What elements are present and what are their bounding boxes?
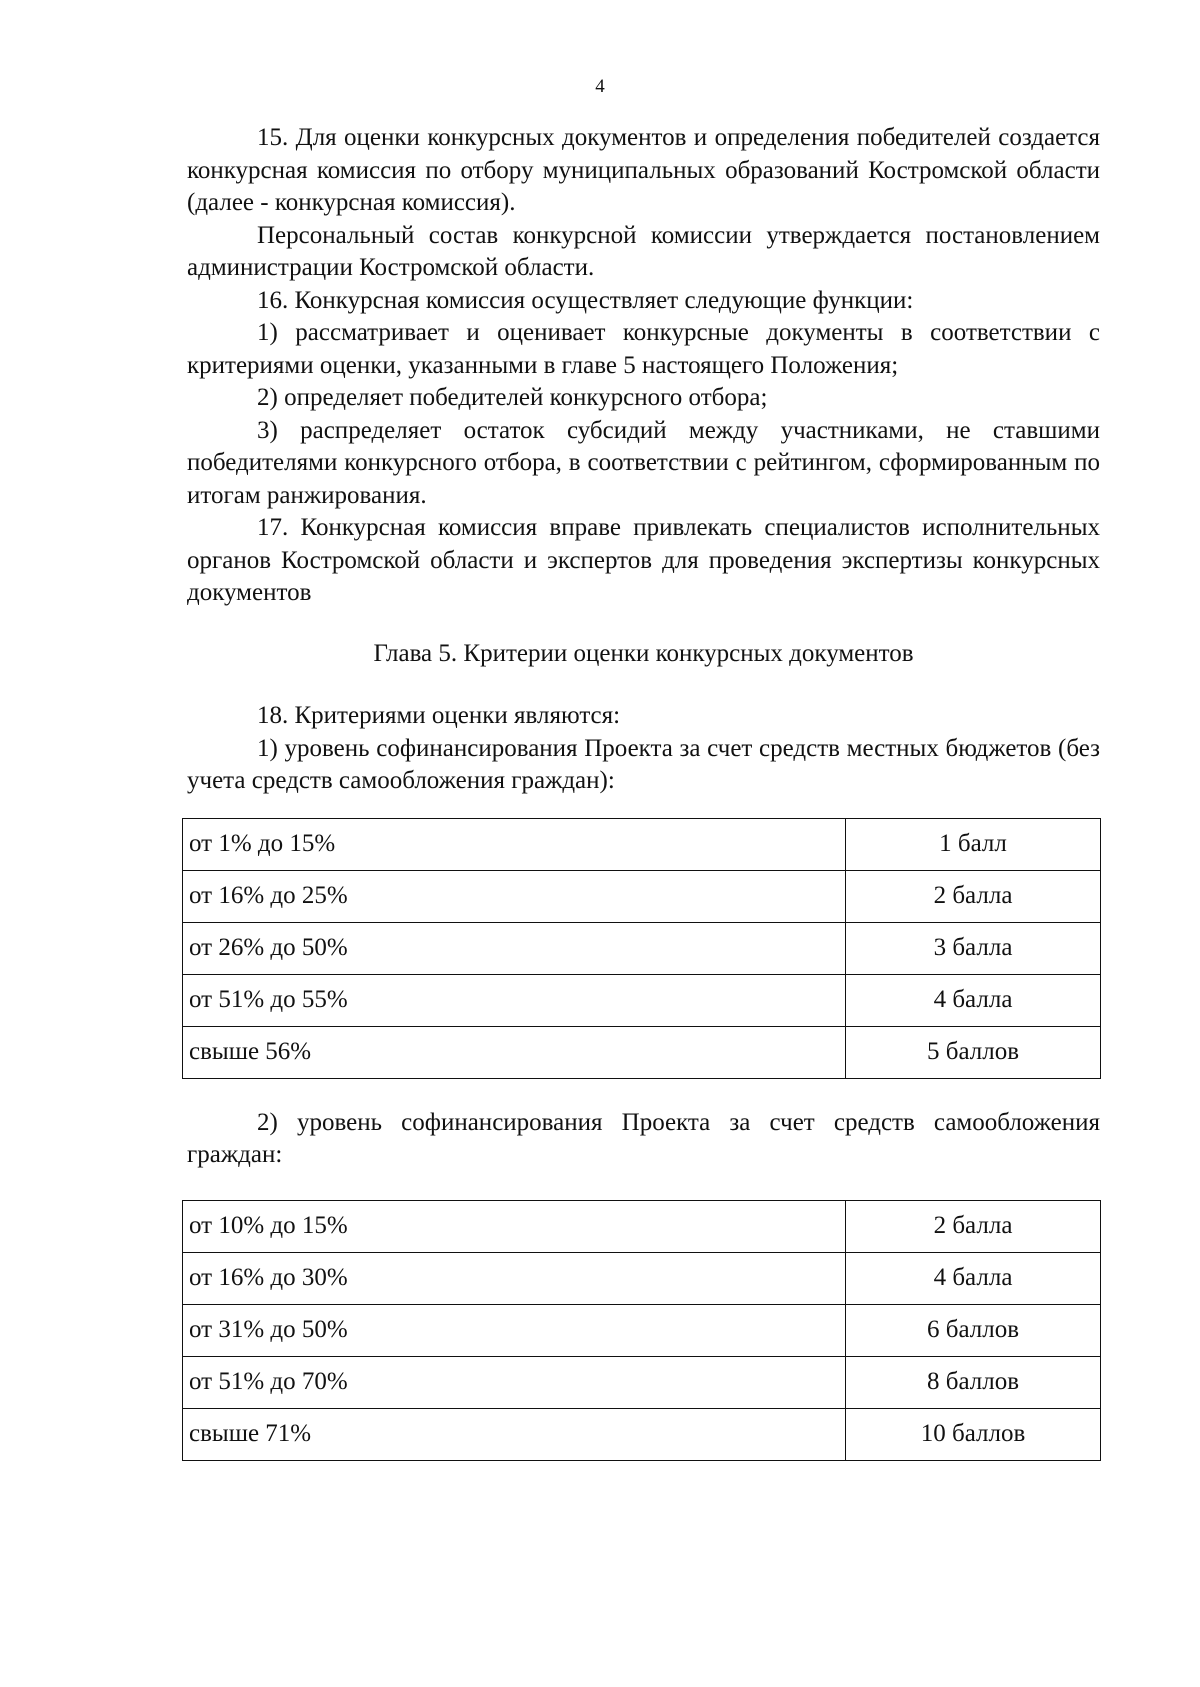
- paragraph-16-item-3: 3) распределяет остаток субсидий между участниками, не ставшими победителями конкурсного отбора, в соответствии с рейтингом, сформированным по итогам ранжирования.: [187, 416, 1100, 509]
- score-cell: 6 баллов: [846, 1304, 1101, 1356]
- table-row: [183, 1252, 1101, 1304]
- score-cell: 8 баллов: [846, 1356, 1101, 1408]
- table-row: [183, 1026, 1101, 1078]
- score-cell: 10 баллов: [846, 1408, 1101, 1460]
- score-cell: 2 балла: [846, 870, 1101, 922]
- score-cell: 3 балла: [846, 922, 1101, 974]
- score-cell: 4 балла: [846, 1252, 1101, 1304]
- range-cell: от 51% до 70%: [183, 1356, 846, 1408]
- table-row: [183, 1304, 1101, 1356]
- range-cell: свыше 71%: [183, 1408, 846, 1460]
- range-cell: от 1% до 15%: [183, 818, 846, 870]
- score-cell: 4 балла: [846, 974, 1101, 1026]
- range-cell: от 26% до 50%: [183, 922, 846, 974]
- table-row: [183, 870, 1101, 922]
- paragraph-16: 16. Конкурсная комиссия осуществляет следующие функции:: [257, 286, 914, 314]
- score-cell: 5 баллов: [846, 1026, 1101, 1078]
- table-row: [183, 1200, 1101, 1252]
- document-body: [187, 122, 1100, 1461]
- score-cell: 1 балл: [846, 818, 1101, 870]
- page-number: 4: [595, 76, 605, 97]
- criterion-2: 2) уровень софинансирования Проекта за счет средств самообложения граждан:: [187, 1108, 1100, 1168]
- criterion-1: 1) уровень софинансирования Проекта за счет средств местных бюджетов (без учета средств самообложения граждан):: [187, 734, 1100, 794]
- score-cell: 2 балла: [846, 1200, 1101, 1252]
- range-cell: от 51% до 55%: [183, 974, 846, 1026]
- table-row: [183, 1408, 1101, 1460]
- paragraph-16-item-1: 1) рассматривает и оценивает конкурсные документы в соответствии с критериями оценки, указанными в главе 5 настоящего Положения;: [187, 319, 1100, 379]
- paragraph-17: 17. Конкурсная комиссия вправе привлекать специалистов исполнительных органов Костромской области и экспертов для проведения экспертизы конкурсных документов: [187, 514, 1100, 606]
- chapter-heading: Глава 5. Критерии оценки конкурсных документов: [373, 639, 914, 667]
- range-cell: от 16% до 30%: [183, 1252, 846, 1304]
- range-cell: от 10% до 15%: [183, 1200, 846, 1252]
- table-row: [183, 818, 1101, 870]
- paragraph-18: 18. Критериями оценки являются:: [257, 702, 621, 729]
- range-cell: от 16% до 25%: [183, 870, 846, 922]
- paragraph-15: 15. Для оценки конкурсных документов и определения победителей создается конкурсная комиссия по отбору муниципальных образований Костромской области (далее - конкурсная комиссия).: [187, 124, 1100, 216]
- score-table-self-taxation: [182, 1200, 1101, 1461]
- table-row: [183, 922, 1101, 974]
- paragraph-16-item-2: 2) определяет победителей конкурсного отбора;: [257, 384, 768, 411]
- score-table-local-budget: [182, 818, 1101, 1079]
- table-row: [183, 974, 1101, 1026]
- table-row: [183, 1356, 1101, 1408]
- paragraph-15-composition: Персональный состав конкурсной комиссии утверждается постановлением администрации Костромской области.: [187, 221, 1100, 281]
- range-cell: свыше 56%: [183, 1026, 846, 1078]
- range-cell: от 31% до 50%: [183, 1304, 846, 1356]
